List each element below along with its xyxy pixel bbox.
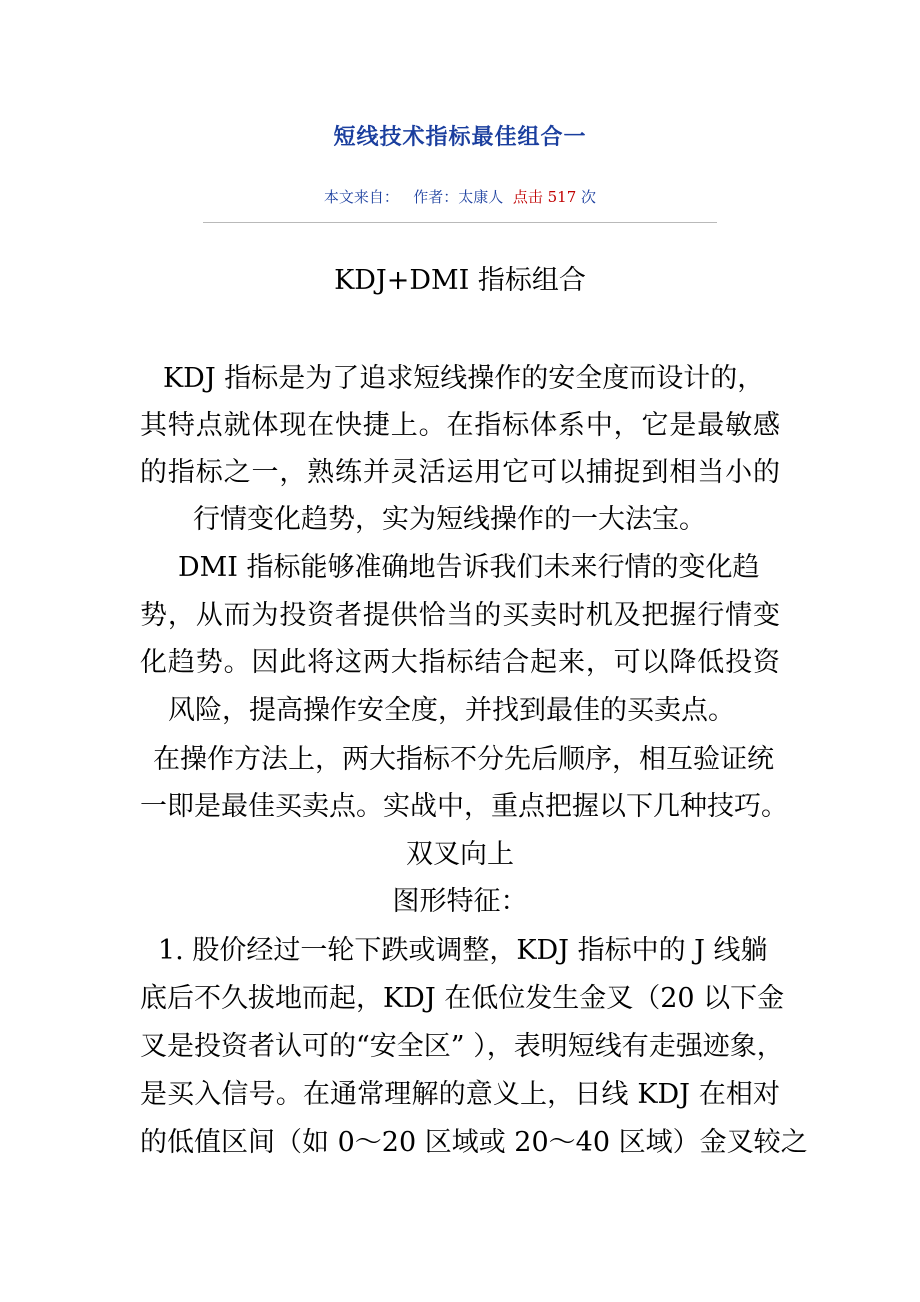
body-line: 在操作方法上，两大指标不分先后顺序，相互验证统 bbox=[153, 744, 774, 775]
click-count: 517 bbox=[547, 188, 577, 206]
body-line: 其特点就体现在快捷上。在指标体系中，它是最敏感 bbox=[140, 410, 780, 441]
section-heading: KDJ+DMI 指标组合 bbox=[334, 265, 586, 296]
subheading-pattern-features: 图形特征： bbox=[392, 886, 528, 917]
body-line: 行情变化趋势，实为短线操作的一大法宝。 bbox=[193, 504, 706, 535]
body-line: 的指标之一，熟练并灵活运用它可以捕捉到相当小的 bbox=[140, 457, 780, 488]
author-label: 作者： bbox=[413, 188, 459, 206]
body-line: 是买入信号。在通常理解的意义上，日线 KDJ 在相对 bbox=[140, 1079, 780, 1110]
click-count-suffix: 次 bbox=[581, 188, 597, 206]
body-line: 叉是投资者认可的“安全区” ），表明短线有走强迹象， bbox=[140, 1031, 784, 1062]
body-line: 势，从而为投资者提供恰当的买卖时机及把握行情变 bbox=[140, 600, 780, 631]
body-line: 的低值区间（如 0～20 区域或 20～40 区域）金叉较之 bbox=[140, 1127, 808, 1158]
body-line: 底后不久拔地而起，KDJ 在低位发生金叉（20 以下金 bbox=[140, 983, 785, 1014]
subheading-double-cross: 双叉向上 bbox=[406, 839, 514, 870]
document-title: 短线技术指标最佳组合一 bbox=[333, 124, 587, 150]
source-label: 本文来自： bbox=[323, 188, 399, 206]
article-meta bbox=[0, 186, 920, 207]
meta-divider bbox=[203, 222, 717, 223]
author-name: 太康人 bbox=[458, 188, 504, 206]
body-line: 1. 股价经过一轮下跌或调整，KDJ 指标中的 J 线躺 bbox=[158, 935, 768, 966]
body-line: 化趋势。因此将这两大指标结合起来，可以降低投资 bbox=[140, 647, 780, 678]
click-count-prefix: 点击 bbox=[512, 188, 543, 206]
body-line: 风险，提高操作安全度，并找到最佳的买卖点。 bbox=[168, 695, 735, 726]
body-line: KDJ 指标是为了追求短线操作的安全度而设计的， bbox=[163, 363, 765, 394]
body-line: 一即是最佳买卖点。实战中，重点把握以下几种技巧。 bbox=[140, 791, 788, 822]
body-line: DMI 指标能够准确地告诉我们未来行情的变化趋 bbox=[178, 552, 760, 583]
